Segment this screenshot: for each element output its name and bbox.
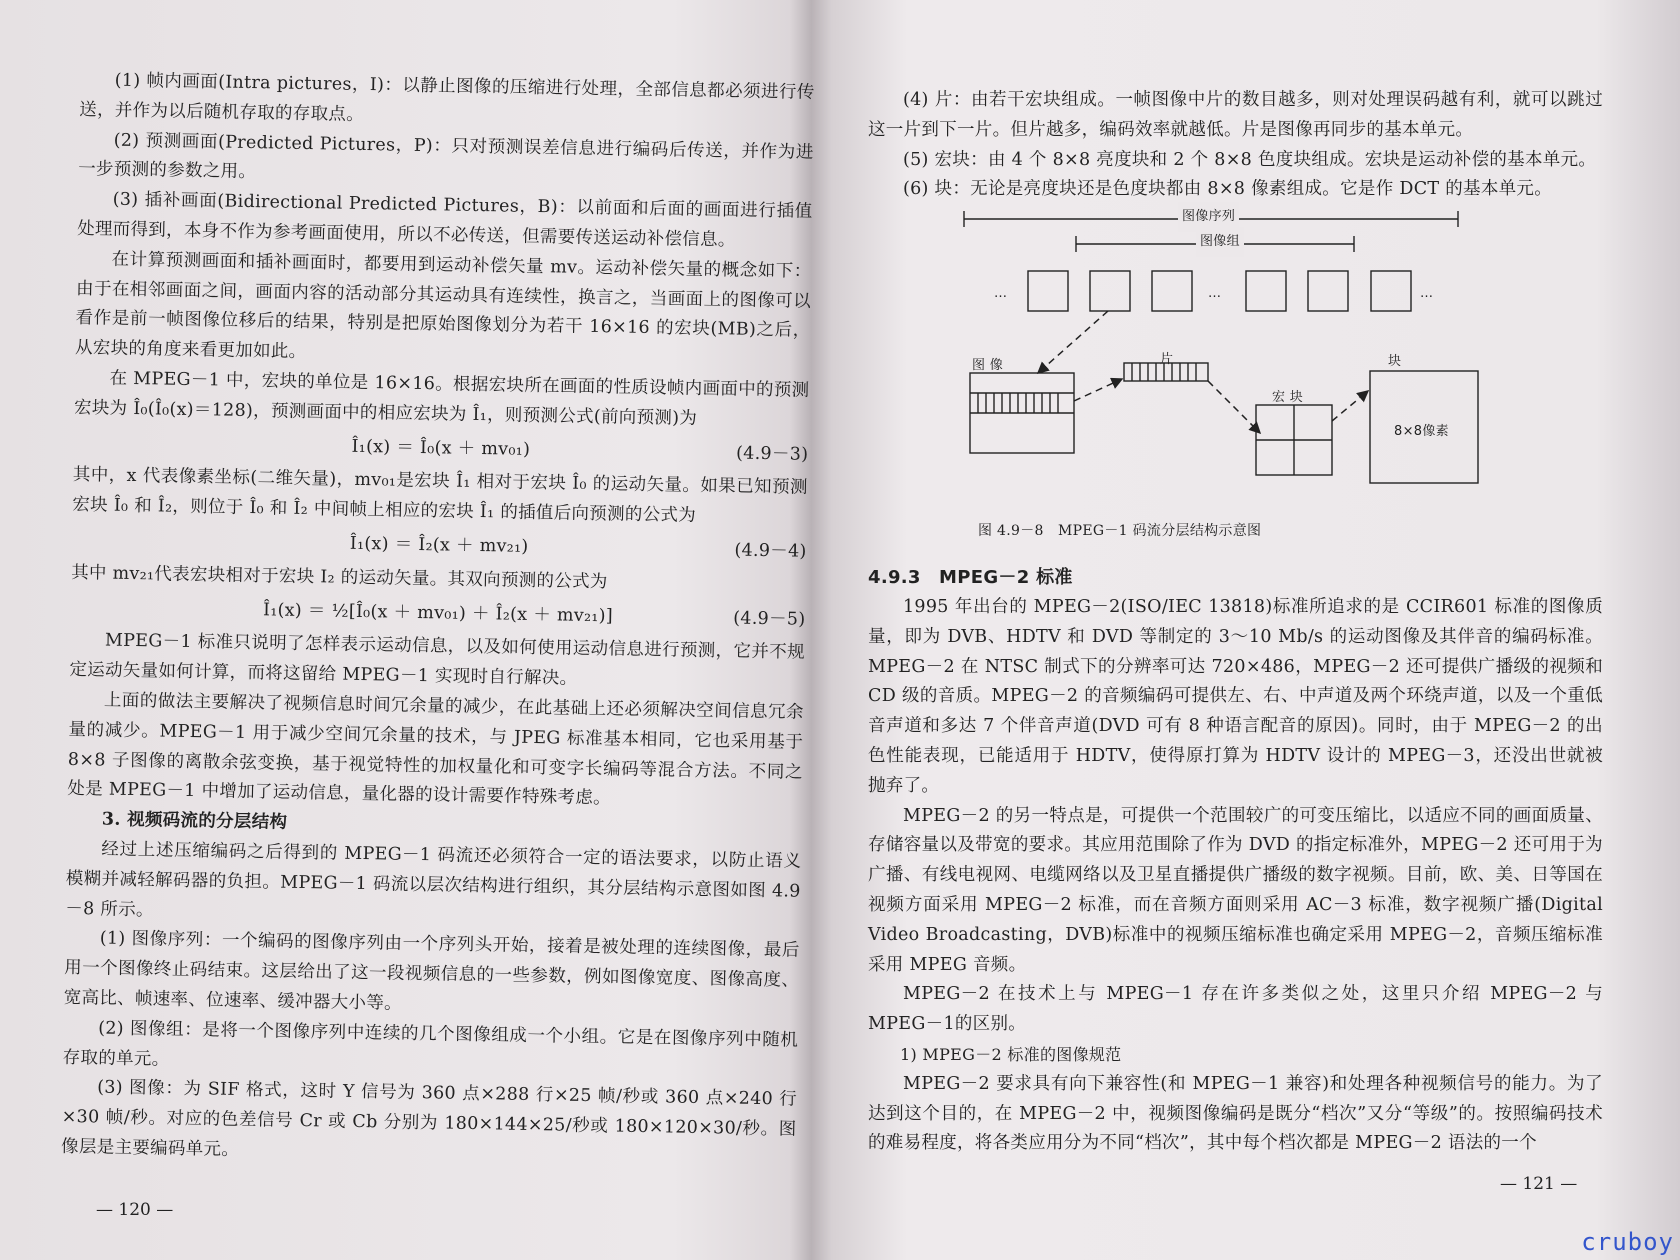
equation-text: Î₁(x) ＝ Î₀(x ＋ mv₀₁) <box>351 436 531 460</box>
picture-box <box>1152 271 1192 311</box>
picture-box <box>1090 271 1130 311</box>
picture-box <box>1246 271 1286 311</box>
paragraph: MPEG－2 要求具有向下兼容性(和 MPEG－1 兼容)和处理各种视频信号的能力。为了达到这个目的，在 MPEG－2 中，视频图像编码是既分“档次”又分“等级”的。按照编码技术的难易程度，将各类应用分为不同“档次”，其中每个档次都是 MPEG－2 语法的一个 <box>868 1073 1603 1154</box>
paragraph: 1995 年出台的 MPEG－2(ISO/IEC 13818)标准所追求的是 CCIR601 标准的图像质量，即为 DVB、HDTV 和 DVD 等制定的 3～10 Mb/s 的运动图像及其伴音的编码标准。MPEG－2 在 NTSC 制式下的分辨率可达 720×486，MPEG－2 还可提供广播级的视频和 CD 级的音质。MPEG－2 的音频编码可提供左、右、中声道及两个环绕声道，以及一个重低音声道和多达 7 个伴音声道(DVD 可有 8 种语言配音的原因)。同时，由于 MPEG－2 的出色性能表现，已能适用于 HDTV，使得原打算为 HDTV 设计的 MPEG－3，还没出世就被抛弃了。 <box>868 596 1603 796</box>
section-heading: 3. 视频码流的分层结构 <box>101 809 288 833</box>
label-picture: 图 像 <box>972 358 1004 374</box>
paragraph: 其中，x 代表像素坐标(二维矢量)，mv₀₁是宏块 Î₁ 相对于宏块 Î₀ 的运动矢量。如果已知预测宏块 Î₀ 和 Î₂，则位于 Î₀ 和 Î₂ 中间帧上相应的宏块 Î₁ 的插值后向预测的公式为 <box>72 465 808 526</box>
figure-caption: 图 4.9－8 MPEG－1 码流分层结构示意图 <box>978 523 1262 540</box>
paragraph: (5) 宏块：由 4 个 8×8 亮度块和 2 个 8×8 色度块组成。宏块是运动补偿的基本单元。 <box>903 149 1597 170</box>
paragraph: MPEG－2 的另一特点是，可提供一个范围较广的可变压缩比，以适应不同的画面质量、存储容量以及带宽的要求。其应用范围除了作为 DVD 的指定标准外，MPEG－2 还可用于为广播、有线电视网、电缆网络以及卫星直播提供广播级的数字视频。目前，欧、美、日等国在视频方面采用 MPEG－2 标准，而在音频方面则采用 AC－3 标准，数字视频广播(Digital Video Broadcasting，DVB)标准中的视频压缩标准也确定采用 MPEG－2，音频压缩标准采用 MPEG 音频。 <box>868 805 1603 975</box>
paragraph: (4) 片：由若干宏块组成。一帧图像中片的数目越多，则对处理误码越有利，就可以跳过这一片到下一片。但片越多，编码效率就越低。片是图像再同步的基本单元。 <box>868 90 1603 140</box>
label-macroblock: 宏 块 <box>1272 390 1304 406</box>
paragraph: (2) 图像组：是将一个图像序列中连续的几个图像组成一个小组。它是在图像序列中随机存取的单元。 <box>62 1018 799 1070</box>
paragraph: 在 MPEG－1 中，宏块的单位是 16×16。根据宏块所在画面的性质设帧内画面中的预测宏块为 Î₀(Î₀(x)＝128)，预测画面中的相应宏块为 Î₁，则预测公式(前向预测)为 <box>73 368 810 429</box>
watermark: cruboy <box>1581 1228 1674 1256</box>
paragraph: 其中 mv₂₁代表宏块相对于宏块 I₂ 的运动矢量。其双向预测的公式为 <box>70 562 608 593</box>
paragraph: (2) 预测画面(Predicted Pictures，P)：只对预测误差信息进行编码后传送，并作为进一步预测的参数之用。 <box>78 130 814 183</box>
label-gop: 图像组 <box>1196 227 1244 257</box>
right-page-text <box>868 86 1603 1159</box>
ellipsis: … <box>994 286 1008 302</box>
picture-box <box>1371 271 1411 311</box>
paragraph: 经过上述压缩编码之后得到的 MPEG－1 码流还必须符合一定的语法要求，以防止语义模糊并减轻解码器的负担。MPEG－1 码流以层次结构进行组织，其分层结构示意图如图 4.9－8 所示。 <box>65 839 802 920</box>
paragraph: (1) 帧内画面(Intra pictures，I)：以静止图像的压缩进行处理，全部信息都必须进行传送，并作为以后随机存取的存取点。 <box>79 70 815 125</box>
paragraph: (1) 图像序列：一个编码的图像序列由一个序列头开始，接着是被处理的连续图像，最后用一个图像终止码结束。这层给出了这一段视频信息的一些参数，例如图像宽度、图像高度、宽高比、帧速率、位速率、缓冲器大小等。 <box>63 928 800 1014</box>
paragraph: (3) 图像：为 SIF 格式，这时 Y 信号为 360 点×288 行×25 帧/秒或 360 点×240 行×30 帧/秒。对应的色差信号 Cr 或 Cb 分别为 180×144×25/秒或 180×120×30/秒。图像层是主要编码单元。 <box>60 1077 798 1160</box>
figure-diagram <box>868 211 1488 551</box>
ellipsis: … <box>1208 286 1222 302</box>
left-page-text <box>61 66 815 1175</box>
section-title: 4.9.3 MPEG－2 标准 <box>868 567 1073 589</box>
sub-heading: 1) MPEG－2 标准的图像规范 <box>900 1044 1122 1064</box>
equation-text: Î₁(x) ＝ Î₂(x ＋ mv₂₁) <box>349 533 529 557</box>
paragraph: (3) 插补画面(Bidirectional Predicted Pictures，B)：以前面和后面的画面进行插值处理而得到，本身不作为参考画面使用，所以不必传送，但需要传送运动补偿信息。 <box>76 189 813 251</box>
picture-box <box>1028 271 1068 311</box>
zoom-arrows <box>1038 311 1368 433</box>
page-number-left: — 120 — <box>96 1200 174 1220</box>
picture-box <box>1308 271 1348 311</box>
paragraph: MPEG－2 在技术上与 MPEG－1 存在许多类似之处，这里只介绍 MPEG－2 与 MPEG－1的区别。 <box>868 984 1603 1035</box>
ellipsis: … <box>1420 286 1434 302</box>
left-page <box>0 0 815 1260</box>
equation-number: (4.9－3) <box>735 443 809 465</box>
equation-text: Î₁(x) ＝ ½[Î₀(x ＋ mv₀₁) ＋ Î₂(x ＋ mv₂₁)] <box>262 599 614 626</box>
equation-number: (4.9－5) <box>733 608 806 630</box>
paragraph: 在计算预测画面和插补画面时，都要用到运动补偿矢量 mv。运动补偿矢量的概念如下：由于在相邻画面之间，画面内容的活动部分其运动具有连续性，换言之，当画面上的图像可以看作是前一帧图像位移后的结果，特别是把原始图像划分为若干 16×16 的宏块(MB)之后，从宏块的角度来看更加如此。 <box>74 249 812 363</box>
equation-number: (4.9－4) <box>734 540 807 562</box>
right-page <box>868 0 1628 1260</box>
bitstream-hierarchy-figure <box>868 211 1488 551</box>
label-sequence: 图像序列 <box>1178 202 1239 232</box>
label-slice: 片 <box>1160 352 1174 368</box>
page-number-right: — 121 — <box>1500 1174 1578 1194</box>
paragraph: (6) 块：无论是亮度块还是色度块都由 8×8 像素组成。它是作 DCT 的基本单元。 <box>903 179 1553 200</box>
label-block: 块 <box>1388 354 1402 370</box>
label-pixels: 8×8像素 <box>1394 424 1449 440</box>
paragraph: 上面的做法主要解决了视频信息时间冗余量的减少，在此基础上还必须解决空间信息冗余量的减少。MPEG－1 用于减少空间冗余量的技术，与 JPEG 标准基本相同，它也采用基于 8×8 子图像的离散余弦变换，基于视觉特性的加权量化和可变字长编码等混合方法。不同之处是 MPEG－1 中增加了运动信息，量化器的设计需要作特殊考虑。 <box>67 690 804 809</box>
paragraph: MPEG－1 标准只说明了怎样表示运动信息，以及如何使用运动信息进行预测，它并不规定运动矢量如何计算，而将这留给 MPEG－1 实现时自行解决。 <box>69 630 806 689</box>
